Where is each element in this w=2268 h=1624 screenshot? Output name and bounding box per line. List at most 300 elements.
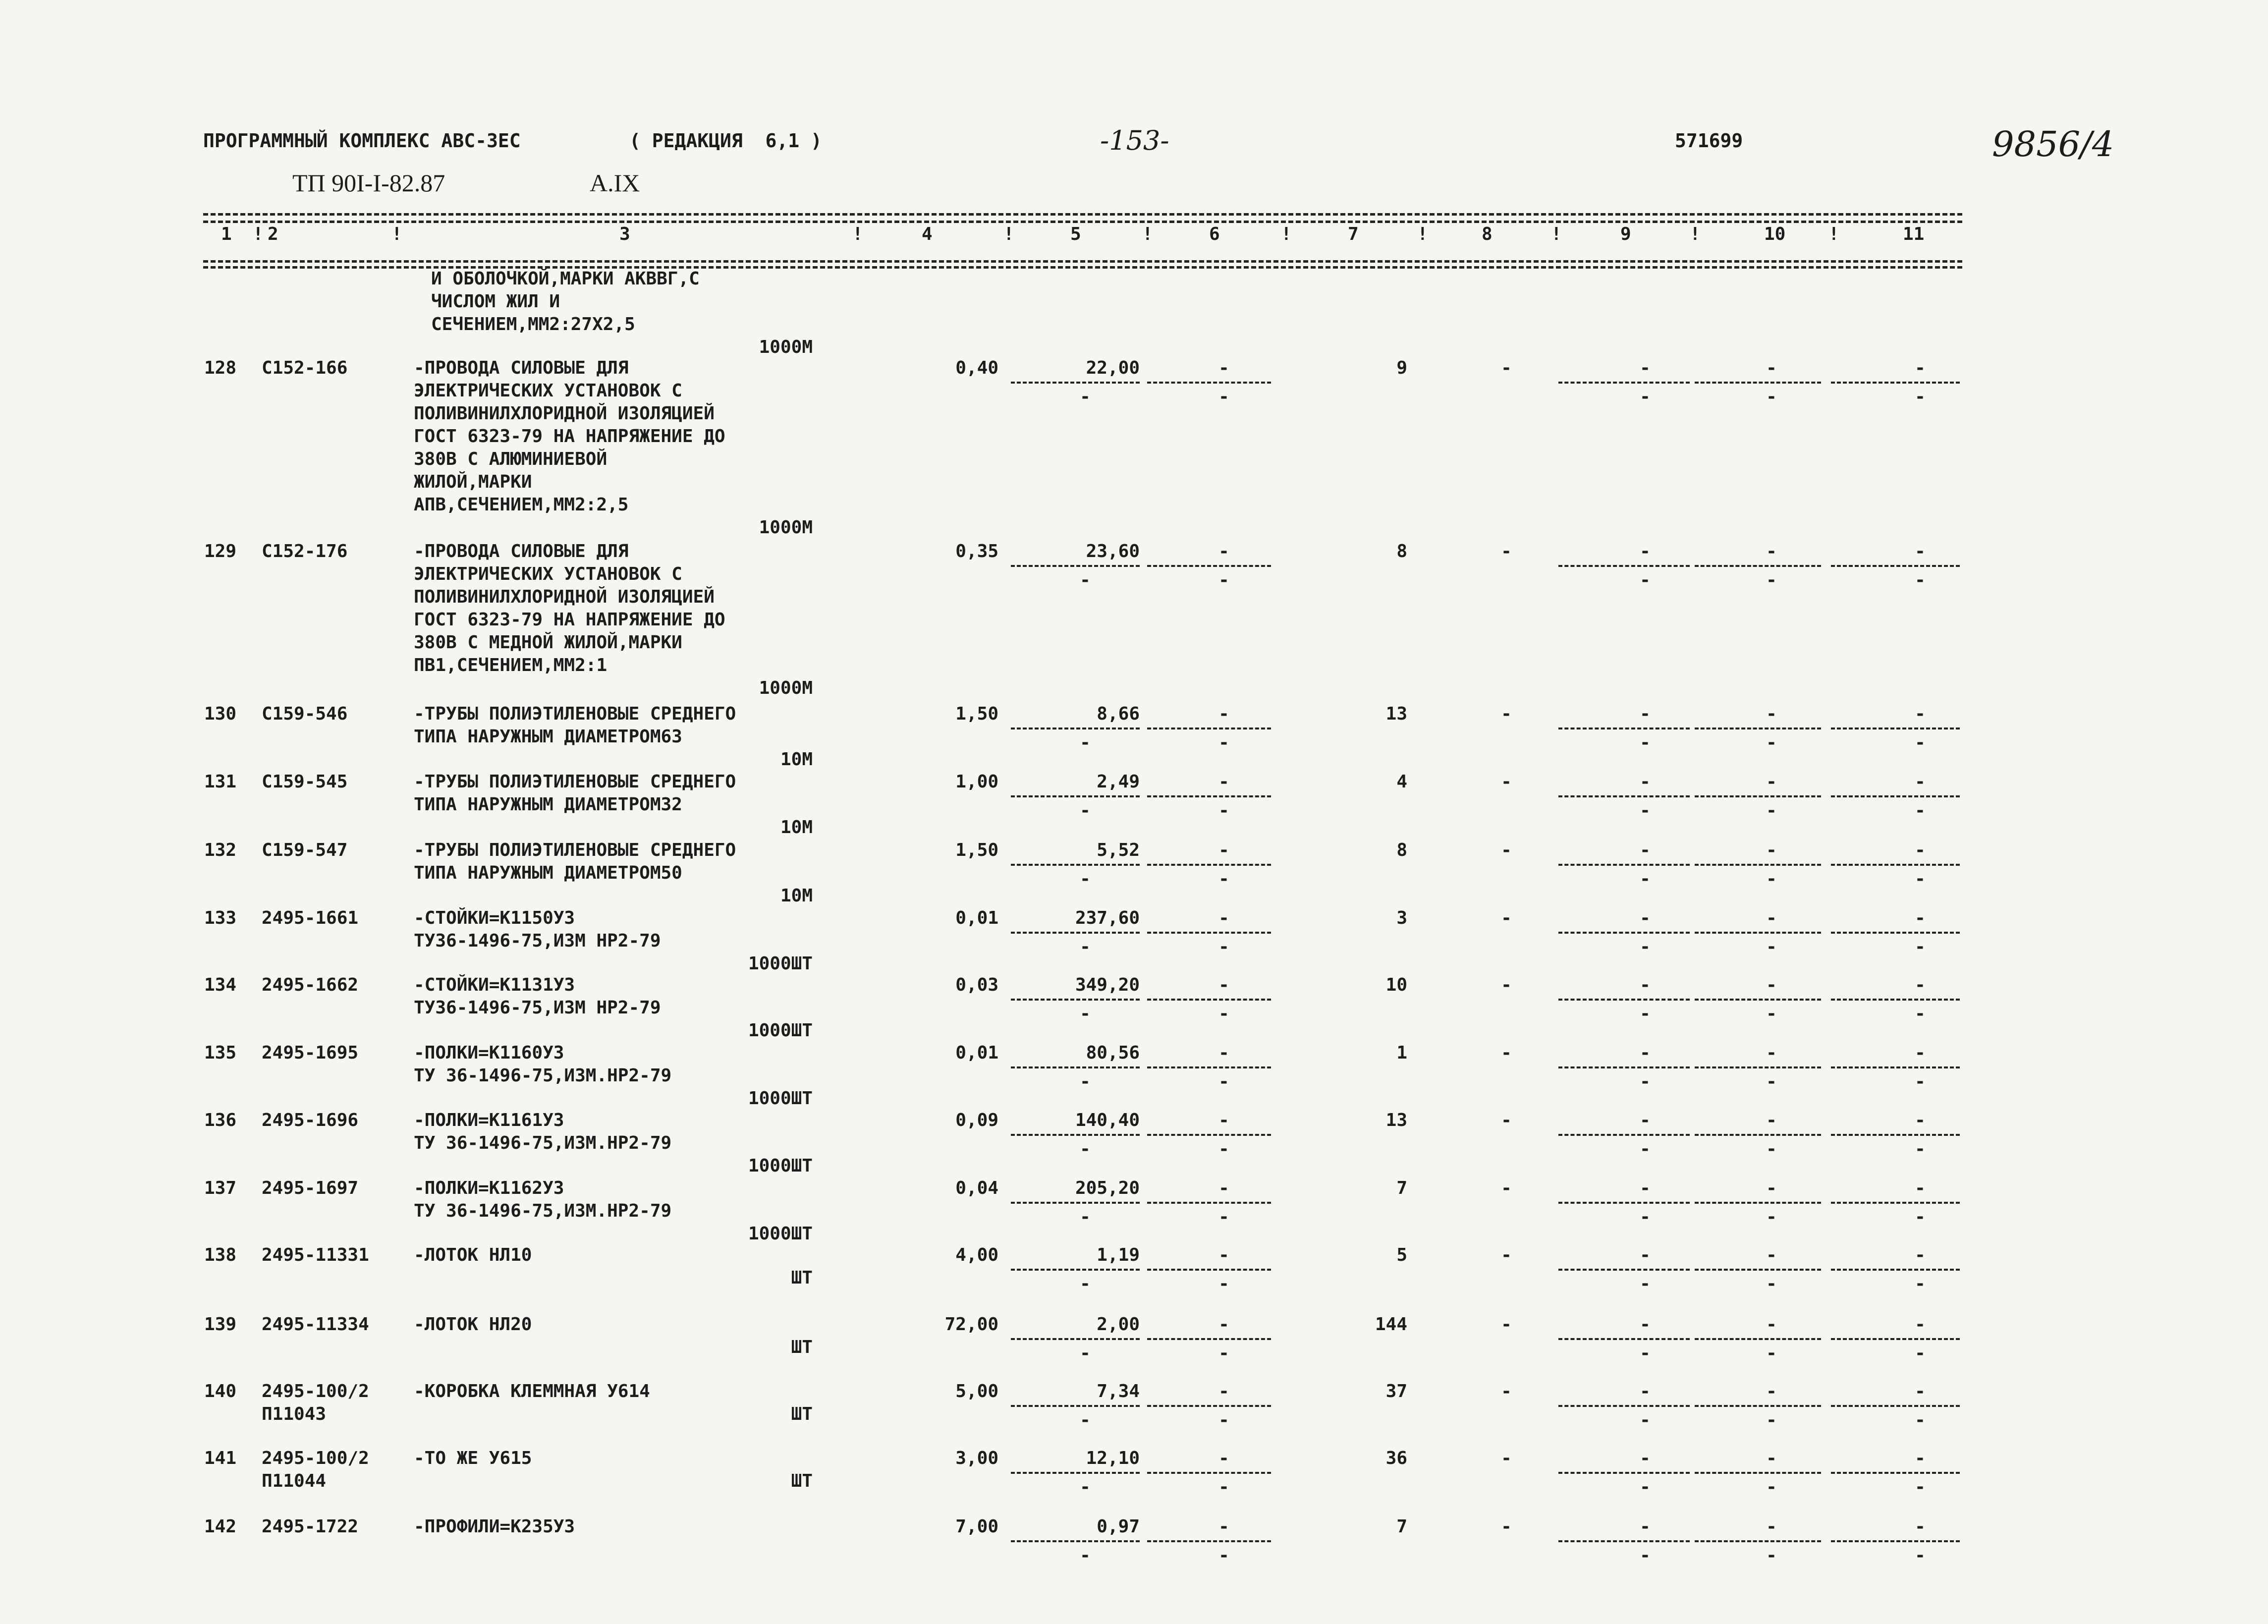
- fraction-rule-col10: [1695, 1134, 1821, 1136]
- denominator-dash-col6: -: [1218, 1343, 1229, 1363]
- column-separator: !: [1690, 224, 1701, 244]
- column-separator: !: [1142, 224, 1153, 244]
- fraction-rule-col10: [1695, 1202, 1821, 1204]
- fraction-rule-col11: [1831, 382, 1960, 384]
- row-description: -ТРУБЫ ПОЛИЭТИЛЕНОВЫЕ СРЕДНЕГО ТИПА НАРУЖНЫМ ДИАМЕТРОМ63: [414, 704, 736, 747]
- fraction-rule-col10: [1695, 1066, 1821, 1068]
- row-col10: -: [1766, 908, 1777, 928]
- denominator-dash-col9: -: [1640, 387, 1651, 407]
- row-col7: 3: [1396, 908, 1407, 928]
- album-number: А.IX: [590, 169, 640, 197]
- denominator-dash-col11: -: [1915, 570, 1926, 590]
- fraction-rule-col9: [1558, 728, 1690, 729]
- fraction-rule-col10: [1695, 1338, 1821, 1340]
- row-description: -ПОЛКИ=К1160У3 ТУ 36-1496-75,ИЗМ.НР2-79: [414, 1043, 672, 1086]
- column-separator: !: [1828, 224, 1839, 244]
- row-col9: -: [1640, 358, 1651, 378]
- row-quantity: 1,50: [955, 840, 998, 860]
- row-quantity: 1,00: [955, 772, 998, 792]
- row-unit-price: 5,52: [1097, 840, 1140, 860]
- fraction-rule-col11: [1831, 1405, 1960, 1407]
- row-number: 131: [204, 772, 237, 792]
- denominator-dash-col10: -: [1766, 1139, 1777, 1159]
- fraction-rule-col6: [1147, 1472, 1271, 1474]
- denominator-dash-col6: -: [1218, 1207, 1229, 1227]
- denominator-dash-col5: -: [1080, 1477, 1091, 1497]
- row-quantity: 0,01: [955, 908, 998, 928]
- row-col7: 36: [1385, 1448, 1407, 1468]
- row-col11: -: [1915, 358, 1926, 378]
- fraction-rule-col6: [1147, 1338, 1271, 1340]
- header-rule-bottom: [203, 260, 1962, 263]
- row-col7: 4: [1396, 772, 1407, 792]
- row-col11: -: [1915, 1178, 1926, 1198]
- row-unit-price: 0,97: [1097, 1516, 1140, 1537]
- column-header-6: 6: [1209, 224, 1220, 244]
- denominator-dash-col5: -: [1080, 1410, 1091, 1430]
- row-quantity: 3,00: [955, 1448, 998, 1468]
- denominator-dash-col10: -: [1766, 1274, 1777, 1294]
- row-col6: -: [1218, 358, 1229, 378]
- fraction-rule-col10: [1695, 1405, 1821, 1407]
- column-header-7: 7: [1348, 224, 1359, 244]
- fraction-rule-col6: [1147, 864, 1271, 866]
- row-col10: -: [1766, 1448, 1777, 1468]
- row-unit: 10М: [780, 886, 813, 906]
- denominator-dash-col9: -: [1640, 1343, 1651, 1363]
- row-description: -ЛОТОК НЛ10: [414, 1245, 532, 1265]
- row-col8: -: [1501, 1178, 1512, 1198]
- fraction-rule-col10: [1695, 1269, 1821, 1271]
- denominator-dash-col9: -: [1640, 1410, 1651, 1430]
- row-description: -СТОЙКИ=К1150У3 ТУ36-1496-75,ИЗМ НР2-79: [414, 908, 661, 951]
- fraction-rule-col6: [1147, 1202, 1271, 1204]
- denominator-dash-col11: -: [1915, 1274, 1926, 1294]
- row-col9: -: [1640, 1178, 1651, 1198]
- row-quantity: 0,01: [955, 1043, 998, 1063]
- row-col6: -: [1218, 1381, 1229, 1401]
- row-col7: 13: [1385, 1110, 1407, 1130]
- denominator-dash-col5: -: [1080, 387, 1091, 407]
- row-resource-code: 2495-100/2 П11044: [262, 1448, 369, 1491]
- row-quantity: 0,40: [955, 358, 998, 378]
- row-col6: -: [1218, 704, 1229, 724]
- row-description: -ТРУБЫ ПОЛИЭТИЛЕНОВЫЕ СРЕДНЕГО ТИПА НАРУЖНЫМ ДИАМЕТРОМ50: [414, 840, 736, 883]
- row-col9: -: [1640, 1448, 1651, 1468]
- row-col6: -: [1218, 1110, 1229, 1130]
- row-col8: -: [1501, 1245, 1512, 1265]
- row-resource-code: 2495-1695: [262, 1043, 359, 1063]
- row-col7: 7: [1396, 1178, 1407, 1198]
- denominator-dash-col6: -: [1218, 1410, 1229, 1430]
- row-resource-code: 2495-100/2 П11043: [262, 1381, 369, 1424]
- column-separator: !: [1417, 224, 1428, 244]
- denominator-dash-col10: -: [1766, 1477, 1777, 1497]
- denominator-dash-col6: -: [1218, 1477, 1229, 1497]
- row-description: -ПОЛКИ=К1162У3 ТУ 36-1496-75,ИЗМ.НР2-79: [414, 1178, 672, 1221]
- fraction-rule-col6: [1147, 795, 1271, 797]
- denominator-dash-col9: -: [1640, 1139, 1651, 1159]
- column-separator: !: [253, 224, 264, 244]
- row-col9: -: [1640, 704, 1651, 724]
- denominator-dash-col11: -: [1915, 800, 1926, 821]
- denominator-dash-col9: -: [1640, 1004, 1651, 1024]
- denominator-dash-col10: -: [1766, 869, 1777, 889]
- fraction-rule-col9: [1558, 1066, 1690, 1068]
- fraction-rule-col5: [1011, 1202, 1140, 1204]
- row-col7: 1: [1396, 1043, 1407, 1063]
- row-col11: -: [1915, 541, 1926, 561]
- row-col11: -: [1915, 1110, 1926, 1130]
- fraction-rule-col10: [1695, 999, 1821, 1001]
- page-number: -153-: [1100, 125, 1169, 156]
- row-resource-code: 2495-1696: [262, 1110, 359, 1130]
- denominator-dash-col6: -: [1218, 1004, 1229, 1024]
- row-unit-price: 140,40: [1075, 1110, 1140, 1130]
- row-number: 133: [204, 908, 237, 928]
- row-unit: 1000ШТ: [748, 1224, 813, 1244]
- fraction-rule-col10: [1695, 795, 1821, 797]
- row-col11: -: [1915, 1043, 1926, 1063]
- row-description: -КОРОБКА КЛЕММНАЯ У614: [414, 1381, 650, 1401]
- row-col11: -: [1915, 704, 1926, 724]
- row-number: 142: [204, 1516, 237, 1537]
- fraction-rule-col6: [1147, 1066, 1271, 1068]
- row-unit: ШТ: [791, 1471, 813, 1491]
- row-col8: -: [1501, 772, 1512, 792]
- row-unit-price: 237,60: [1075, 908, 1140, 928]
- row-col6: -: [1218, 541, 1229, 561]
- row-col9: -: [1640, 1043, 1651, 1063]
- row-unit: 1000ШТ: [748, 1156, 813, 1176]
- row-quantity: 7,00: [955, 1516, 998, 1537]
- denominator-dash-col9: -: [1640, 1071, 1651, 1092]
- fraction-rule-col10: [1695, 382, 1821, 384]
- row-col9: -: [1640, 975, 1651, 995]
- row-col7: 144: [1375, 1314, 1407, 1335]
- row-col8: -: [1501, 1516, 1512, 1537]
- fraction-rule-col5: [1011, 1066, 1140, 1068]
- row-col10: -: [1766, 1516, 1777, 1537]
- fraction-rule-col11: [1831, 1472, 1960, 1474]
- row-unit: 10М: [780, 749, 813, 770]
- row-col6: -: [1218, 772, 1229, 792]
- fraction-rule-col9: [1558, 999, 1690, 1001]
- row-col11: -: [1915, 1448, 1926, 1468]
- row-number: 136: [204, 1110, 237, 1130]
- row-number: 139: [204, 1314, 237, 1335]
- fraction-rule-col5: [1011, 1269, 1140, 1271]
- denominator-dash-col6: -: [1218, 869, 1229, 889]
- denominator-dash-col10: -: [1766, 1343, 1777, 1363]
- denominator-dash-col11: -: [1915, 1477, 1926, 1497]
- fraction-rule-col11: [1831, 795, 1960, 797]
- fraction-rule-col6: [1147, 565, 1271, 567]
- column-header-10: 10: [1764, 224, 1786, 244]
- carry-over-description: И ОБОЛОЧКОЙ,МАРКИ АКВВГ,С ЧИСЛОМ ЖИЛ И СЕЧЕНИЕМ,ММ2:27Х2,5: [431, 269, 700, 335]
- row-number: 141: [204, 1448, 237, 1468]
- denominator-dash-col11: -: [1915, 387, 1926, 407]
- fraction-rule-col9: [1558, 932, 1690, 934]
- denominator-dash-col9: -: [1640, 869, 1651, 889]
- fraction-rule-col9: [1558, 382, 1690, 384]
- denominator-dash-col5: -: [1080, 1139, 1091, 1159]
- fraction-rule-col5: [1011, 1405, 1140, 1407]
- row-col11: -: [1915, 1381, 1926, 1401]
- row-col8: -: [1501, 1110, 1512, 1130]
- denominator-dash-col5: -: [1080, 800, 1091, 821]
- denominator-dash-col5: -: [1080, 1274, 1091, 1294]
- row-col8: -: [1501, 1314, 1512, 1335]
- row-number: 135: [204, 1043, 237, 1063]
- fraction-rule-col11: [1831, 1540, 1960, 1542]
- row-number: 138: [204, 1245, 237, 1265]
- denominator-dash-col6: -: [1218, 732, 1229, 753]
- row-col8: -: [1501, 1381, 1512, 1401]
- row-unit: 1000ШТ: [748, 953, 813, 974]
- row-col7: 8: [1396, 840, 1407, 860]
- fraction-rule-col9: [1558, 795, 1690, 797]
- program-title: ПРОГРАММНЫЙ КОМПЛЕКС АВС-ЗЕС: [203, 130, 521, 152]
- denominator-dash-col9: -: [1640, 570, 1651, 590]
- row-resource-code: 2495-1662: [262, 975, 359, 995]
- fraction-rule-col11: [1831, 1269, 1960, 1271]
- fraction-rule-col9: [1558, 565, 1690, 567]
- denominator-dash-col11: -: [1915, 1410, 1926, 1430]
- row-unit-price: 12,10: [1086, 1448, 1140, 1468]
- row-col10: -: [1766, 1043, 1777, 1063]
- row-col7: 13: [1385, 704, 1407, 724]
- denominator-dash-col10: -: [1766, 570, 1777, 590]
- row-col11: -: [1915, 975, 1926, 995]
- row-col8: -: [1501, 975, 1512, 995]
- row-col6: -: [1218, 1314, 1229, 1335]
- denominator-dash-col6: -: [1218, 1071, 1229, 1092]
- row-col8: -: [1501, 541, 1512, 561]
- row-unit: 1000М: [759, 517, 813, 538]
- fraction-rule-col5: [1011, 382, 1140, 384]
- row-description: -ПОЛКИ=К1161У3 ТУ 36-1496-75,ИЗМ.НР2-79: [414, 1110, 672, 1153]
- row-col8: -: [1501, 358, 1512, 378]
- row-unit-price: 7,34: [1097, 1381, 1140, 1401]
- row-col8: -: [1501, 1043, 1512, 1063]
- denominator-dash-col10: -: [1766, 1410, 1777, 1430]
- row-unit-price: 22,00: [1086, 358, 1140, 378]
- row-col6: -: [1218, 1043, 1229, 1063]
- row-col10: -: [1766, 840, 1777, 860]
- fraction-rule-col11: [1831, 1134, 1960, 1136]
- fraction-rule-col10: [1695, 565, 1821, 567]
- fraction-rule-col6: [1147, 382, 1271, 384]
- row-resource-code: 2495-1722: [262, 1516, 359, 1537]
- row-col6: -: [1218, 1178, 1229, 1198]
- row-unit-price: 2,00: [1097, 1314, 1140, 1335]
- fraction-rule-col10: [1695, 864, 1821, 866]
- fraction-rule-col5: [1011, 795, 1140, 797]
- denominator-dash-col10: -: [1766, 800, 1777, 821]
- denominator-dash-col5: -: [1080, 1343, 1091, 1363]
- row-description: -СТОЙКИ=К1131У3 ТУ36-1496-75,ИЗМ НР2-79: [414, 975, 661, 1018]
- row-col7: 37: [1385, 1381, 1407, 1401]
- column-separator: !: [1003, 224, 1014, 244]
- row-quantity: 72,00: [944, 1314, 998, 1335]
- fraction-rule-col6: [1147, 999, 1271, 1001]
- row-col7: 8: [1396, 541, 1407, 561]
- denominator-dash-col10: -: [1766, 937, 1777, 957]
- denominator-dash-col10: -: [1766, 1207, 1777, 1227]
- row-unit: ШТ: [791, 1404, 813, 1424]
- column-header-11: 11: [1903, 224, 1925, 244]
- handwritten-reference: 9856/4: [1992, 124, 2114, 165]
- fraction-rule-col10: [1695, 932, 1821, 934]
- fraction-rule-col5: [1011, 1134, 1140, 1136]
- denominator-dash-col5: -: [1080, 732, 1091, 753]
- column-separator: !: [1551, 224, 1562, 244]
- denominator-dash-col5: -: [1080, 1071, 1091, 1092]
- fraction-rule-col11: [1831, 932, 1960, 934]
- row-resource-code: С159-545: [262, 772, 348, 792]
- row-resource-code: 2495-11331: [262, 1245, 369, 1265]
- denominator-dash-col9: -: [1640, 1545, 1651, 1566]
- row-col9: -: [1640, 908, 1651, 928]
- edition-label: ( РЕДАКЦИЯ 6,1 ): [629, 130, 822, 152]
- fraction-rule-col9: [1558, 1338, 1690, 1340]
- row-col7: 5: [1396, 1245, 1407, 1265]
- row-unit: 1000М: [759, 678, 813, 698]
- denominator-dash-col11: -: [1915, 937, 1926, 957]
- row-description: -ТРУБЫ ПОЛИЭТИЛЕНОВЫЕ СРЕДНЕГО ТИПА НАРУЖНЫМ ДИАМЕТРОМ32: [414, 772, 736, 815]
- header-rule-top: [203, 213, 1962, 216]
- fraction-rule-col11: [1831, 1202, 1960, 1204]
- denominator-dash-col11: -: [1915, 1004, 1926, 1024]
- denominator-dash-col6: -: [1218, 800, 1229, 821]
- denominator-dash-col9: -: [1640, 937, 1651, 957]
- row-number: 128: [204, 358, 237, 378]
- fraction-rule-col6: [1147, 932, 1271, 934]
- row-unit-price: 8,66: [1097, 704, 1140, 724]
- fraction-rule-col11: [1831, 999, 1960, 1001]
- row-col9: -: [1640, 840, 1651, 860]
- row-col9: -: [1640, 1381, 1651, 1401]
- fraction-rule-col5: [1011, 728, 1140, 729]
- fraction-rule-col6: [1147, 1269, 1271, 1271]
- fraction-rule-col11: [1831, 728, 1960, 729]
- denominator-dash-col9: -: [1640, 800, 1651, 821]
- fraction-rule-col5: [1011, 864, 1140, 866]
- row-resource-code: С159-546: [262, 704, 348, 724]
- row-unit-price: 205,20: [1075, 1178, 1140, 1198]
- row-col10: -: [1766, 1245, 1777, 1265]
- fraction-rule-col5: [1011, 565, 1140, 567]
- row-col9: -: [1640, 1245, 1651, 1265]
- row-number: 140: [204, 1381, 237, 1401]
- project-code: ТП 90I-I-82.87: [292, 169, 445, 197]
- row-col8: -: [1501, 1448, 1512, 1468]
- denominator-dash-col10: -: [1766, 732, 1777, 753]
- fraction-rule-col11: [1831, 565, 1960, 567]
- row-col7: 7: [1396, 1516, 1407, 1537]
- row-quantity: 5,00: [955, 1381, 998, 1401]
- row-col10: -: [1766, 704, 1777, 724]
- denominator-dash-col5: -: [1080, 1207, 1091, 1227]
- row-number: 129: [204, 541, 237, 561]
- row-quantity: 0,03: [955, 975, 998, 995]
- denominator-dash-col11: -: [1915, 869, 1926, 889]
- denominator-dash-col9: -: [1640, 1477, 1651, 1497]
- row-number: 132: [204, 840, 237, 860]
- denominator-dash-col10: -: [1766, 1004, 1777, 1024]
- denominator-dash-col5: -: [1080, 1004, 1091, 1024]
- row-col6: -: [1218, 975, 1229, 995]
- column-separator: !: [1281, 224, 1292, 244]
- row-col9: -: [1640, 1314, 1651, 1335]
- denominator-dash-col6: -: [1218, 387, 1229, 407]
- fraction-rule-col11: [1831, 864, 1960, 866]
- denominator-dash-col11: -: [1915, 1343, 1926, 1363]
- denominator-dash-col10: -: [1766, 1545, 1777, 1566]
- row-unit-price: 1,19: [1097, 1245, 1140, 1265]
- denominator-dash-col6: -: [1218, 937, 1229, 957]
- denominator-dash-col5: -: [1080, 570, 1091, 590]
- row-description: -ПРОФИЛИ=К235У3: [414, 1516, 575, 1537]
- row-col10: -: [1766, 1110, 1777, 1130]
- row-col10: -: [1766, 975, 1777, 995]
- row-col10: -: [1766, 772, 1777, 792]
- row-col8: -: [1501, 908, 1512, 928]
- row-col9: -: [1640, 541, 1651, 561]
- row-resource-code: 2495-1697: [262, 1178, 359, 1198]
- denominator-dash-col11: -: [1915, 732, 1926, 753]
- row-unit: 10М: [780, 817, 813, 838]
- fraction-rule-col10: [1695, 1472, 1821, 1474]
- row-unit: 1000ШТ: [748, 1020, 813, 1041]
- fraction-rule-col5: [1011, 999, 1140, 1001]
- row-quantity: 1,50: [955, 704, 998, 724]
- document-number: 571699: [1675, 130, 1743, 152]
- row-col6: -: [1218, 1448, 1229, 1468]
- row-resource-code: С159-547: [262, 840, 348, 860]
- denominator-dash-col9: -: [1640, 1274, 1651, 1294]
- row-description: -ПРОВОДА СИЛОВЫЕ ДЛЯ ЭЛЕКТРИЧЕСКИХ УСТАНОВОК С ПОЛИВИНИЛХЛОРИДНОЙ ИЗОЛЯЦИЕЙ ГОСТ 6323-79 НА НАПРЯЖЕНИЕ ДО 380В С АЛЮМИНИЕВОЙ ЖИЛОЙ,МАРКИ АПВ,СЕЧЕНИЕМ,ММ2:2,5: [414, 358, 725, 515]
- fraction-rule-col6: [1147, 1134, 1271, 1136]
- fraction-rule-col9: [1558, 1540, 1690, 1542]
- denominator-dash-col10: -: [1766, 387, 1777, 407]
- fraction-rule-col11: [1831, 1338, 1960, 1340]
- fraction-rule-col9: [1558, 1134, 1690, 1136]
- fraction-rule-col5: [1011, 1338, 1140, 1340]
- row-col9: -: [1640, 1516, 1651, 1537]
- fraction-rule-col6: [1147, 1540, 1271, 1542]
- row-unit: ШТ: [791, 1337, 813, 1357]
- row-unit-price: 23,60: [1086, 541, 1140, 561]
- denominator-dash-col11: -: [1915, 1545, 1926, 1566]
- column-separator: !: [852, 224, 863, 244]
- row-unit-price: 80,56: [1086, 1043, 1140, 1063]
- row-col11: -: [1915, 772, 1926, 792]
- row-resource-code: 2495-11334: [262, 1314, 369, 1335]
- row-col10: -: [1766, 541, 1777, 561]
- row-col11: -: [1915, 1245, 1926, 1265]
- denominator-dash-col6: -: [1218, 1274, 1229, 1294]
- denominator-dash-col9: -: [1640, 1207, 1651, 1227]
- row-quantity: 0,09: [955, 1110, 998, 1130]
- column-header-9: 9: [1620, 224, 1631, 244]
- fraction-rule-col10: [1695, 1540, 1821, 1542]
- row-col6: -: [1218, 1516, 1229, 1537]
- row-quantity: 0,35: [955, 541, 998, 561]
- fraction-rule-col5: [1011, 932, 1140, 934]
- row-col11: -: [1915, 840, 1926, 860]
